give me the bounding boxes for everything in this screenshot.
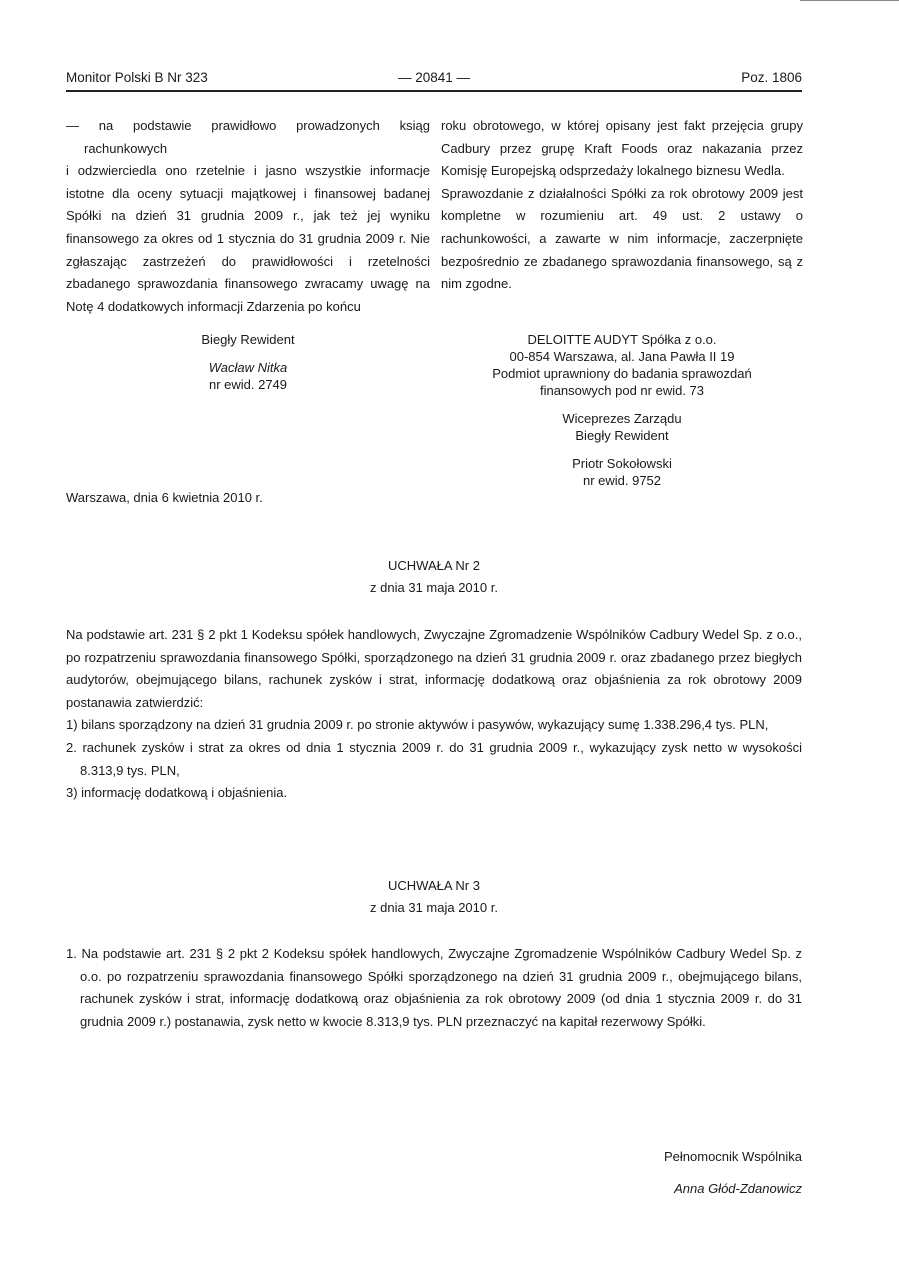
publication-title: Monitor Polski B Nr 323 bbox=[66, 70, 208, 85]
list-item: 1. Na podstawie art. 231 § 2 pkt 2 Kodeksu spółek handlowych, Zwyczajne Zgromadzenie Wspólników Cadbury Wedel Sp. z o.o. po rozpatrzeniu sprawozdania finansowego Spółki sporządzonego na dzień 31 grudnia 2009 r., obejmującego bilans, rachunek zysków i strat, informację dodatkową oraz objaśnienia za rok obrotowy 2009 (od dnia 1 stycznia 2009 r. do 31 grudnia 2009 r.) postanawia, zysk netto w kwocie 8.313,9 tys. PLN przeznaczyć na kapitał rezerwowy Spółki. bbox=[66, 946, 802, 1029]
firm-address: 00-854 Warszawa, al. Jana Pawła II 19 bbox=[509, 349, 735, 364]
resolution-3-body bbox=[66, 943, 802, 1033]
resolution-2-heading bbox=[66, 555, 802, 599]
signer-registration: nr ewid. 9752 bbox=[582, 473, 662, 488]
firm-signature bbox=[441, 331, 803, 500]
scan-edge-mark bbox=[800, 0, 899, 1]
auditor-signature bbox=[66, 331, 430, 393]
firm-entity-line1: Podmiot uprawniony do badania sprawozdań bbox=[492, 366, 752, 381]
auditor-role: Biegły Rewident bbox=[201, 332, 295, 347]
auditor-name: Wacław Nitka bbox=[208, 360, 288, 375]
right-column bbox=[441, 115, 803, 296]
signer-name: Priotr Sokołowski bbox=[572, 456, 672, 471]
page-number: — 20841 — bbox=[397, 70, 471, 85]
resolution-3-date: z dnia 31 maja 2010 r. bbox=[370, 900, 498, 915]
dash-list-item: — na podstawie prawidłowo prowadzonych ksiąg rachunkowych bbox=[66, 118, 430, 156]
signer-role-line1: Wiceprezes Zarządu bbox=[562, 411, 682, 426]
firm-entity-line2: finansowych pod nr ewid. 73 bbox=[539, 383, 705, 398]
audit-opinion-paragraph: i odzwierciedla ono rzetelnie i jasno wszystkie informacje istotne dla oceny sytuacji majątkowej i finansowej badanej Spółki na dzień 31 grudnia 2009 r., jak też jej wyniku finansowego za okres od 1 stycznia do 31 grudnia 2009 r. Nie zgłaszając zastrzeżeń do prawidłowości i rzetelności zbadanego sprawozdania finansowego zwracamy uwagę na Notę 4 dodatkowych informacji Zdarzenia po końcu bbox=[66, 163, 430, 314]
signer-role-line2: Biegły Rewident bbox=[575, 428, 669, 443]
firm-name: DELOITTE AUDYT Spółka z o.o. bbox=[527, 332, 717, 347]
resolution-2-date: z dnia 31 maja 2010 r. bbox=[370, 580, 498, 595]
auditor-registration: nr ewid. 2749 bbox=[208, 377, 288, 392]
resolution-2-title: UCHWAŁA Nr 2 bbox=[388, 558, 480, 573]
closing-role: Pełnomocnik Wspólnika bbox=[663, 1149, 802, 1164]
resolution-3-heading bbox=[66, 875, 802, 919]
list-item: 3) informację dodatkową i objaśnienia. bbox=[66, 785, 288, 801]
left-column bbox=[66, 115, 430, 318]
resolution-2-intro: Na podstawie art. 231 § 2 pkt 1 Kodeksu spółek handlowych, Zwyczajne Zgromadzenie Wspólników Cadbury Wedel Sp. z o.o., po rozpatrzeniu sprawozdania finansowego Spółki, sporządzonego na dzień 31 grudnia 2009 r. oraz zbadanego przez biegłych audytorów, obejmującego bilans, rachunek zysków i strat, informację dodatkową oraz objaśnienia za rok obrotowy 2009 postanawia zatwierdzić: bbox=[66, 627, 802, 710]
continuation-paragraph: roku obrotowego, w której opisany jest fakt przejęcia grupy Cadbury przez grupę Kraft Foods oraz nakazania przez Komisję Europejską odsprzedaży lokalnego biznesu Wedla. bbox=[441, 118, 803, 179]
resolution-3-title: UCHWAŁA Nr 3 bbox=[388, 878, 480, 893]
page-header bbox=[66, 68, 802, 92]
list-item: 1) bilans sporządzony na dzień 31 grudnia 2009 r. po stronie aktywów i pasywów, wykazujący sumę 1.338.296,4 tys. PLN, bbox=[66, 717, 769, 733]
list-item: 2. rachunek zysków i strat za okres od dnia 1 stycznia 2009 r. do 31 grudnia 2009 r., wykazujący zysk netto w wysokości 8.313,9 tys. PLN, bbox=[66, 739, 802, 778]
place-date: Warszawa, dnia 6 kwietnia 2010 r. bbox=[66, 490, 263, 505]
closing-name: Anna Głód-Zdanowicz bbox=[674, 1181, 802, 1196]
resolution-2-body bbox=[66, 624, 802, 805]
report-paragraph: Sprawozdanie z działalności Spółki za rok obrotowy 2009 jest kompletne w rozumieniu art. 49 ust. 2 ustawy o rachunkowości, a zawarte w nim informacje, zaczerpnięte bezpośrednio ze zbadanego sprawozdania finansowego, są z nim zgodne. bbox=[441, 185, 803, 292]
position-number: Poz. 1806 bbox=[741, 70, 802, 85]
